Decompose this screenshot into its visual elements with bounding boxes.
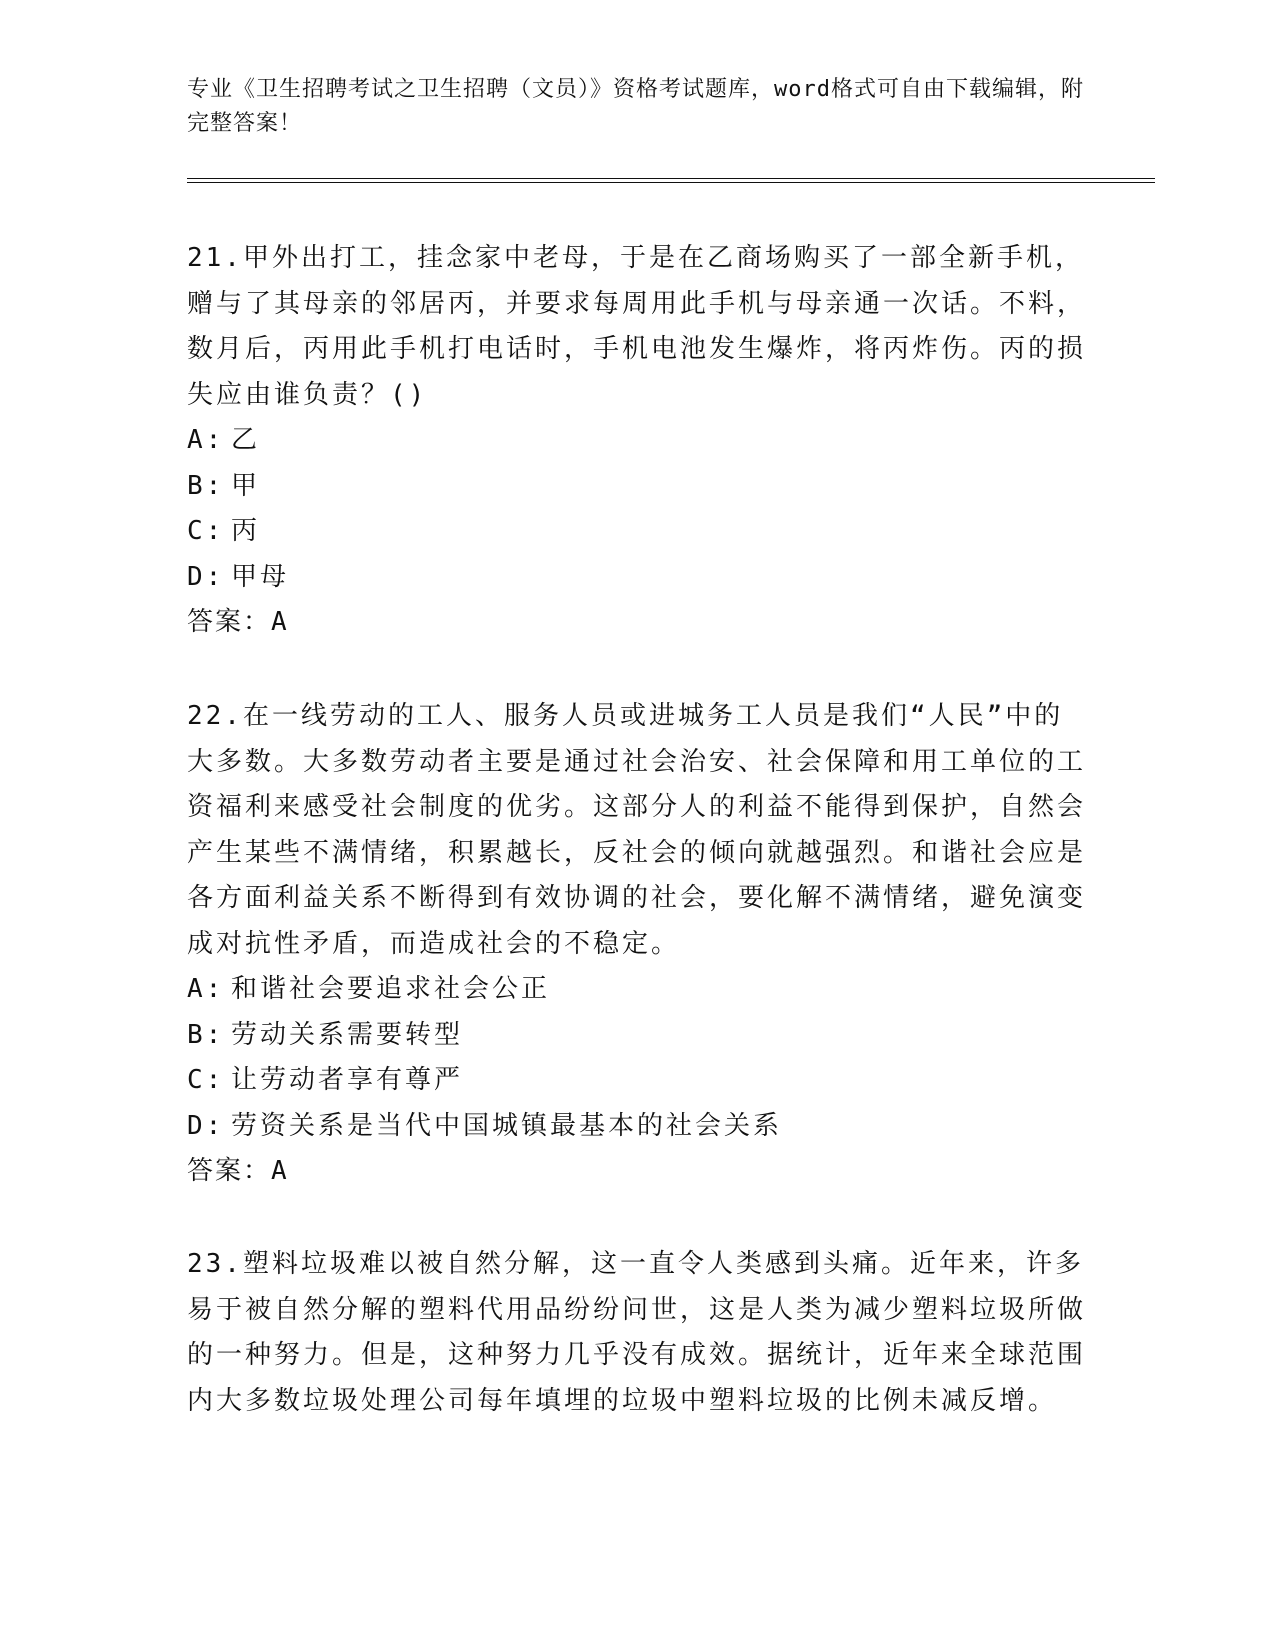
option-letter: B: (187, 470, 225, 501)
option-letter: A: (187, 974, 225, 1004)
option-letter: B: (187, 1019, 225, 1050)
option-letter: D: (187, 561, 225, 592)
option-letter: A: (187, 425, 225, 455)
option-text: 和谐社会要追求社会公正 (231, 974, 551, 1004)
option-letter: C: (187, 1065, 225, 1095)
option-text: 乙 (231, 425, 261, 455)
option-text: 甲 (231, 470, 261, 501)
answer-value: A (271, 607, 289, 637)
question-21 (187, 236, 1087, 646)
document-header: 专业《卫生招聘考试之卫生招聘（文员）》资格考试题库，word格式可自由下载编辑，附完整答案！ (187, 77, 1084, 136)
option-text: 劳动关系需要转型 (231, 1019, 464, 1050)
option-letter: C: (187, 516, 225, 546)
option-text: 甲母 (231, 561, 290, 592)
question-22-text: 22.在一线劳动的工人、服务人员或进城务工人员是我们“人民”中的大多数。大多数劳动者主要是通过社会治安、社会保障和用工单位的工资福利来感受社会制度的优劣。这部分人的利益不能得到保护，自然会产生某些不满情绪，积累越长，反社会的倾向就越强烈。和谐社会应是各方面利益关系不断得到有效协调的社会，要化解不满情绪，避免演变成对抗性矛盾，而造成社会的不稳定。 (187, 701, 1087, 959)
option-text: 劳资关系是当代中国城镇最基本的社会关系 (231, 1110, 783, 1141)
question-21-option-c (187, 509, 1087, 555)
question-22-option-a (187, 967, 1087, 1013)
header-rule-top (187, 178, 1155, 179)
question-21-text: 21.甲外出打工，挂念家中老母，于是在乙商场购买了一部全新手机，赠与了其母亲的邻居丙，并要求每周用此手机与母亲通一次话。不料，数月后，丙用此手机打电话时，手机电池发生爆炸，将丙炸伤。丙的损失应由谁负责？() (187, 243, 1087, 410)
question-21-option-d (187, 555, 1087, 601)
option-text: 让劳动者享有尊严 (231, 1065, 464, 1095)
option-text: 丙 (231, 516, 261, 546)
header-rule-bottom (187, 182, 1155, 183)
answer-label: 答案： (187, 1156, 272, 1186)
answer-label: 答案： (187, 607, 272, 637)
question-21-answer (187, 600, 1087, 646)
question-23-text: 23.塑料垃圾难以被自然分解，这一直令人类感到头痛。近年来，许多易于被自然分解的塑料代用品纷纷问世，这是人类为减少塑料垃圾所做的一种努力。但是，这种努力几乎没有成效。据统计，近年来全球范围内大多数垃圾处理公司每年填埋的垃圾中塑料垃圾的比例未减反增。 (187, 1249, 1087, 1416)
question-22-option-d (187, 1104, 1087, 1150)
question-22-option-b (187, 1013, 1087, 1059)
question-21-option-b (187, 464, 1087, 510)
question-23 (187, 1242, 1087, 1424)
answer-value: A (271, 1156, 289, 1186)
question-21-option-a (187, 418, 1087, 464)
question-22-option-c (187, 1058, 1087, 1104)
question-22-answer (187, 1149, 1087, 1195)
question-22 (187, 694, 1087, 1195)
option-letter: D: (187, 1110, 225, 1141)
